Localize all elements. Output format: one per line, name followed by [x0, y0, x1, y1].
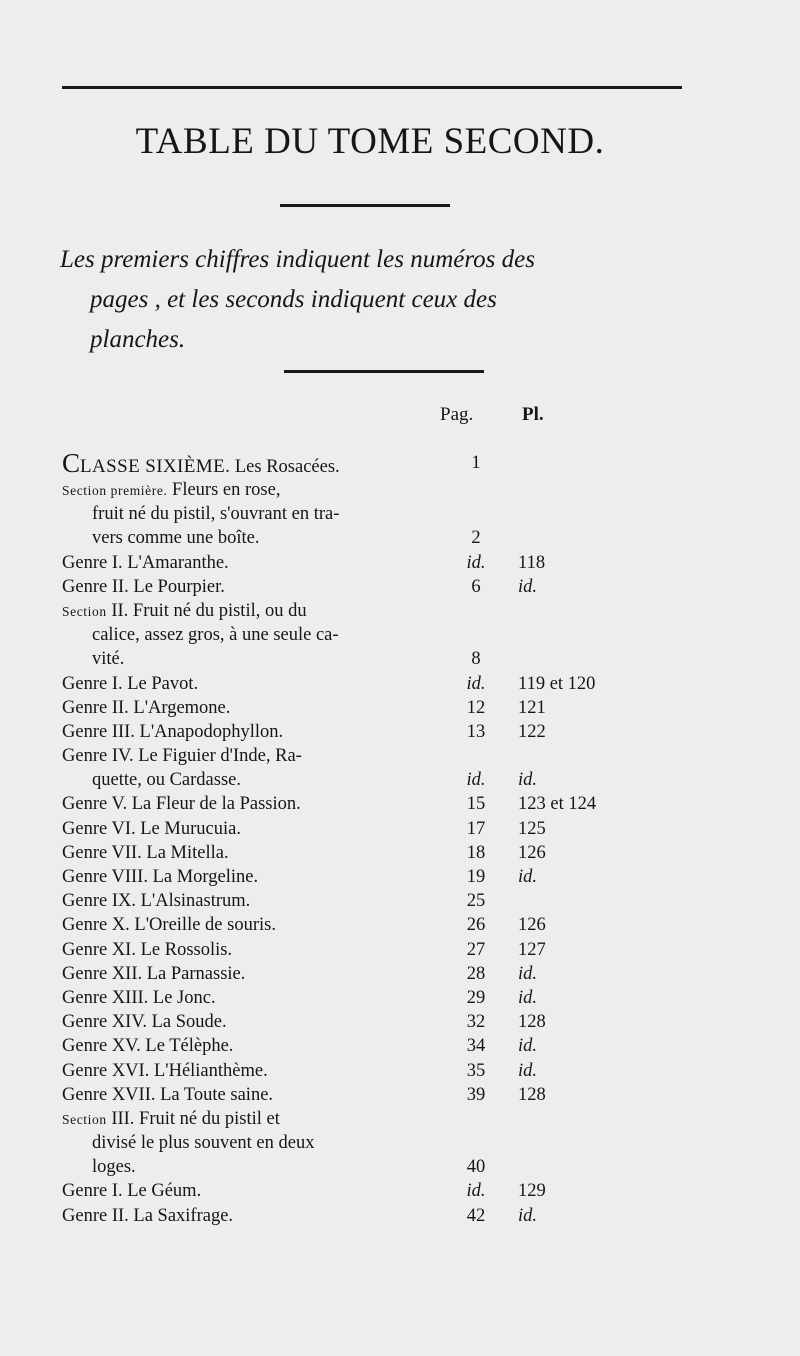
toc-entry-text	[62, 478, 280, 503]
entry-label: divisé le plus souvent en deux	[92, 1133, 315, 1154]
class-title: LASSE SIXIÈME.	[80, 456, 231, 477]
toc-entry	[62, 696, 712, 720]
intro-line-2: pages , et les seconds indiquent ceux des	[90, 286, 497, 313]
toc-entry-text	[62, 551, 229, 575]
toc-entry-text	[62, 913, 276, 937]
entry-label: Genre IX. L'Alsinastrum.	[62, 891, 251, 912]
entry-label: Genre III. L'Anapodophyllon.	[62, 721, 284, 742]
toc-page-number: 12	[466, 697, 486, 718]
toc-page-number: 29	[466, 987, 486, 1008]
toc-page-number: id.	[466, 1181, 486, 1202]
entry-label: III. Fruit né du pistil et	[106, 1108, 280, 1129]
toc-entry-text	[62, 938, 232, 962]
toc-entry	[62, 1107, 712, 1131]
toc-entry	[62, 1204, 712, 1228]
class-subtitle: Les Rosacées.	[230, 457, 340, 477]
toc-entry-text	[62, 1059, 268, 1083]
toc-entry-text	[62, 720, 283, 744]
toc-entry	[62, 768, 712, 792]
entry-label: Genre I. Le Pavot.	[62, 673, 199, 694]
entry-label: Genre VI. Le Murucuia.	[62, 818, 241, 839]
class-initial: C	[62, 448, 81, 478]
toc-entry	[62, 575, 712, 599]
entry-label: Genre X. L'Oreille de souris.	[62, 915, 276, 936]
entry-label: Genre II. Le Pourpier.	[62, 576, 225, 597]
toc-page-number: 13	[466, 721, 486, 742]
intro-note	[60, 240, 688, 360]
toc-page-number: 27	[466, 939, 486, 960]
toc-page-number: 6	[471, 576, 481, 597]
toc-page-number: 39	[466, 1084, 486, 1105]
toc-page-number: id.	[466, 552, 486, 573]
top-rule	[62, 86, 682, 89]
entry-label: Genre XVII. La Toute saine.	[62, 1084, 274, 1105]
toc-entry-text	[92, 768, 241, 792]
toc-entry	[62, 1131, 712, 1155]
toc-page-number: 28	[466, 963, 486, 984]
toc-plate-number: 122	[518, 721, 546, 742]
entry-label: Genre XII. La Parnassie.	[62, 963, 246, 984]
toc-page-number: 19	[466, 867, 486, 887]
entry-label: vité.	[92, 649, 125, 670]
toc-entry-text	[62, 1179, 201, 1203]
toc-entry-text	[62, 1083, 273, 1107]
toc-plate-number: id.	[518, 1205, 538, 1226]
toc-entry	[62, 1034, 712, 1058]
toc-plate-number: 123 et 124	[518, 794, 597, 815]
toc-page-number: 17	[466, 818, 486, 839]
toc-page-number: 15	[466, 794, 486, 815]
toc-entry	[62, 1059, 712, 1083]
toc-page-number: 32	[466, 1012, 486, 1033]
toc-entry-text	[92, 1131, 314, 1155]
toc-entry-text	[62, 817, 241, 841]
toc-entry	[62, 1155, 712, 1179]
toc-entry	[62, 599, 712, 623]
toc-entry-text	[62, 1107, 280, 1132]
toc-entry	[62, 1179, 712, 1203]
toc-page-number: 18	[466, 842, 486, 863]
entry-label: Genre XIV. La Soude.	[62, 1012, 227, 1033]
section-label: Section	[62, 603, 107, 619]
toc-class-heading	[62, 448, 712, 478]
entry-label: quette, ou Cardasse.	[92, 770, 241, 791]
toc-page-number: 40	[466, 1157, 486, 1178]
entry-label: Genre XIII. Le Jonc.	[62, 987, 216, 1008]
toc-entry-text	[62, 575, 225, 599]
toc-plate-number: 128	[518, 1084, 546, 1105]
toc-entry	[62, 502, 712, 526]
toc-entry	[62, 672, 712, 696]
toc-entry	[62, 551, 712, 575]
intro-line-3: planches.	[90, 326, 186, 353]
toc-plate-number: 129	[518, 1181, 546, 1202]
toc-entry	[62, 792, 712, 816]
toc-entry	[62, 1010, 712, 1034]
toc-plate-number: 126	[518, 842, 546, 863]
toc-plate-number: id.	[518, 963, 538, 984]
toc-entry	[62, 1083, 712, 1107]
toc-entry	[62, 913, 712, 937]
entry-label: Genre XV. Le Télèphe.	[62, 1036, 234, 1057]
toc-entry	[62, 889, 712, 913]
toc-entry-text	[62, 696, 230, 720]
toc-page-number: id.	[466, 770, 486, 791]
toc-page-number: 42	[466, 1205, 486, 1226]
toc-entry-text	[62, 962, 245, 986]
toc-plate-number: id.	[518, 987, 538, 1008]
entry-label: calice, assez gros, à une seule ca-	[92, 625, 339, 646]
toc-entry-text	[62, 841, 229, 865]
table-of-contents	[62, 448, 712, 1228]
entry-label: vers comme une boîte.	[92, 528, 260, 549]
toc-plate-number: id.	[518, 1060, 538, 1081]
toc-plate-number: 126	[518, 915, 546, 936]
toc-plate-number: id.	[518, 867, 538, 887]
entry-label: Fleurs en rose,	[167, 480, 281, 500]
intro-line-1: Les premiers chiffres indiquent les numéros des	[60, 246, 535, 273]
toc-entry	[62, 720, 712, 744]
toc-plate-number: 127	[518, 939, 546, 960]
toc-entry-text	[62, 865, 258, 889]
entry-label: Genre XVI. L'Hélianthème.	[62, 1060, 268, 1081]
entry-label: Genre II. La Saxifrage.	[62, 1205, 234, 1226]
toc-entry-text	[62, 1204, 233, 1228]
entry-label: Genre XI. Le Rossolis.	[62, 939, 233, 960]
toc-entry	[62, 744, 712, 768]
toc-entry	[62, 526, 712, 550]
toc-entry-text	[62, 792, 301, 816]
toc-entry-text	[62, 1010, 227, 1034]
entry-label: II. Fruit né du pistil, ou du	[106, 600, 307, 621]
toc-plate-number: 125	[518, 818, 546, 839]
entry-label: loges.	[92, 1157, 136, 1178]
toc-entry-text	[92, 502, 339, 526]
toc-entry	[62, 817, 712, 841]
toc-plate-number: 119 et 120	[518, 673, 596, 694]
toc-entry-text	[62, 986, 216, 1010]
toc-plate-number: id.	[518, 770, 538, 791]
toc-entry-text	[62, 744, 302, 768]
entry-label: Genre II. L'Argemone.	[62, 697, 231, 718]
toc-page-number: 35	[466, 1060, 486, 1081]
toc-entry-text	[92, 647, 124, 671]
entry-label: Genre I. L'Amaranthe.	[62, 552, 229, 573]
toc-page-number: 2	[471, 528, 481, 549]
toc-page-number: 26	[466, 915, 486, 936]
column-header-pag: Pag.	[440, 404, 474, 425]
toc-entry	[62, 986, 712, 1010]
entry-label: Genre VIII. La Morgeline.	[62, 867, 259, 887]
entry-label: Genre I. Le Géum.	[62, 1181, 202, 1202]
toc-entry-text	[62, 672, 198, 696]
entry-label: fruit né du pistil, s'ouvrant en tra-	[92, 504, 340, 525]
toc-entry	[62, 623, 712, 647]
toc-page-number: 8	[471, 649, 481, 670]
toc-plate-number: 118	[518, 552, 546, 573]
toc-entry-text	[62, 889, 250, 913]
toc-entry	[62, 841, 712, 865]
toc-plate-number: 128	[518, 1012, 546, 1033]
toc-page-number: 25	[466, 891, 486, 912]
toc-plate-number: id.	[518, 576, 538, 597]
toc-entry-text	[92, 623, 339, 647]
toc-entry	[62, 962, 712, 986]
column-header-pl: Pl.	[522, 404, 544, 425]
toc-plate-number: 121	[518, 697, 546, 718]
toc-entry	[62, 938, 712, 962]
toc-page-number: id.	[466, 673, 486, 694]
entry-label: Genre VII. La Mitella.	[62, 842, 229, 863]
toc-plate-number: id.	[518, 1036, 538, 1057]
page-title: TABLE DU TOME SECOND.	[135, 121, 605, 162]
toc-page-number: 1	[471, 453, 481, 473]
toc-page-number: 34	[466, 1036, 486, 1057]
toc-entry-text	[92, 526, 259, 550]
toc-entry	[62, 478, 712, 502]
toc-entry-text	[62, 1034, 233, 1058]
toc-entry-text	[92, 1155, 136, 1179]
toc-entry-text	[62, 599, 307, 624]
entry-label: Genre V. La Fleur de la Passion.	[62, 794, 301, 815]
intro-rule	[284, 370, 484, 373]
entry-label: Genre IV. Le Figuier d'Inde, Ra-	[62, 746, 302, 767]
section-label: Section première.	[62, 483, 168, 498]
toc-entry	[62, 865, 712, 889]
toc-entry	[62, 647, 712, 671]
title-rule	[280, 204, 450, 207]
section-label: Section	[62, 1111, 107, 1127]
